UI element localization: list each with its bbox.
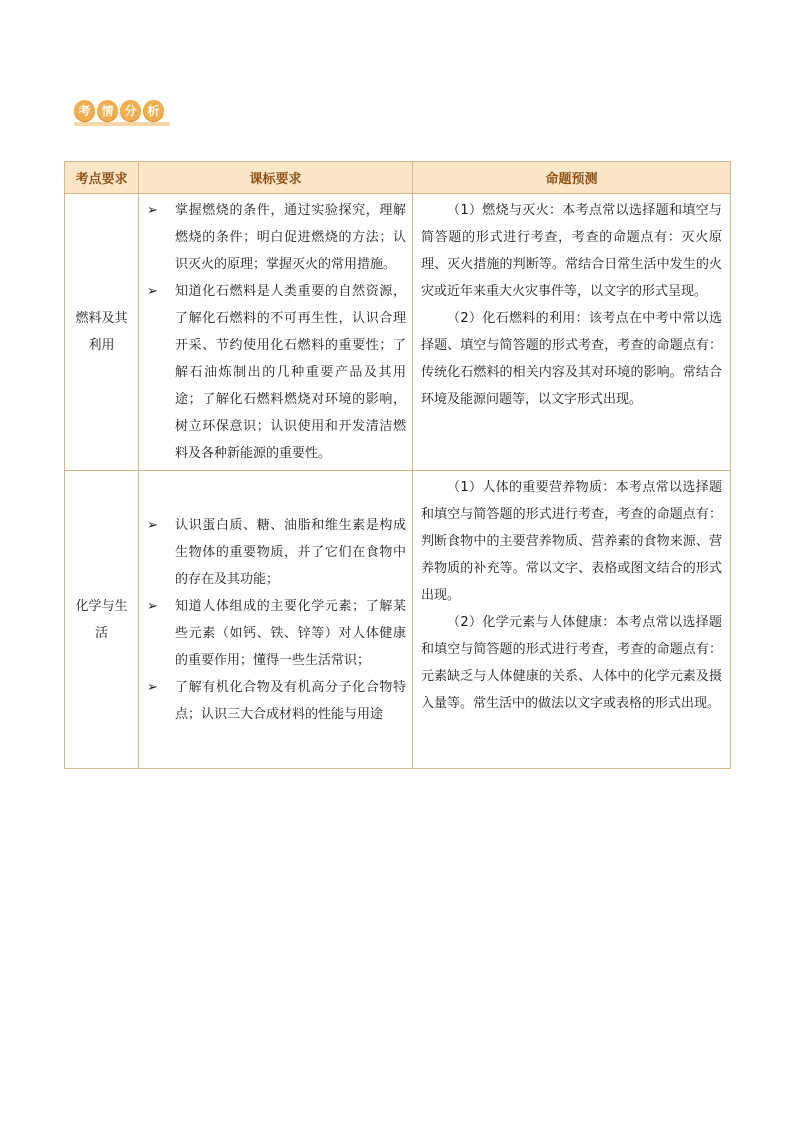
arrow-bullet-icon: ➢ — [147, 679, 158, 695]
prediction-paragraph: （1）燃烧与灭火：本考点常以选择题和填空与简答题的形式进行考查，考查的命题点有：灭火原理、灭火措施的判断等。常结合日常生活中发生的火灾或近年来重大火灾事件等，以文字的形式呈现。 — [421, 203, 722, 299]
prediction-cell — [413, 471, 731, 769]
requirement-text: 知道化石燃料是人类重要的自然资源，了解化石燃料的不可再生性，认识合理开采、节约使用化石燃料的重要性；了解石油炼制出的几种重要产品及其用途；了解化石燃料燃烧对环境的影响，树立环保意识；认识使用和开发清洁燃料及各种新能源的重要性。 — [175, 284, 406, 461]
prediction-paragraph: （2）化石燃料的利用：该考点在中考中常以选择题、填空与简答题的形式考查，考查的命题点有：传统化石燃料的相关内容及其对环境的影响。常结合环境及能源问题等，以文字形式出现。 — [421, 311, 722, 407]
topic-cell: 化学与生活 — [65, 471, 139, 769]
requirement-text: 掌握燃烧的条件，通过实验探究，理解燃烧的条件；明白促进燃烧的方法；认识灭火的原理；掌握灭火的常用措施。 — [175, 203, 406, 272]
requirement-text: 知道人体组成的主要化学元素；了解某些元素（如钙、铁、锌等）对人体健康的重要作用；懂得一些生活常识； — [175, 598, 406, 668]
table-row — [65, 194, 731, 471]
badge-char: 考 — [74, 100, 95, 121]
badge-char: 情 — [97, 100, 118, 121]
table-header-row — [65, 162, 731, 194]
requirements-cell — [139, 194, 413, 471]
arrow-bullet-icon: ➢ — [147, 598, 158, 614]
arrow-bullet-icon: ➢ — [147, 284, 158, 299]
header-exam-point: 考点要求 — [65, 162, 139, 194]
requirement-text: 认识蛋白质、糖、油脂和维生素是构成生物体的重要物质，并了它们在食物中的存在及其功能； — [175, 517, 406, 587]
prediction-cell — [413, 194, 731, 471]
prediction-paragraph: （2）化学元素与人体健康：本考点常以选择题和填空与简答题的形式进行考查，考查的命题点有：元素缺乏与人体健康的关系、人体中的化学元素及摄入量等。常生活中的做法以文字或表格的形式出现。 — [421, 615, 722, 711]
requirement-item — [143, 593, 406, 674]
header-curriculum: 课标要求 — [139, 162, 413, 194]
requirement-text: 了解有机化合物及有机高分子化合物特点；认识三大合成材料的性能与用途 — [175, 679, 406, 722]
topic-cell: 燃料及其利用 — [65, 194, 139, 471]
badge-underline — [74, 122, 170, 126]
requirement-item — [143, 512, 406, 593]
arrow-bullet-icon: ➢ — [147, 517, 158, 533]
badge-char: 分 — [120, 100, 141, 121]
analysis-table — [64, 161, 731, 769]
arrow-bullet-icon: ➢ — [147, 203, 158, 218]
badge-char: 析 — [143, 100, 164, 121]
section-badge — [74, 96, 166, 124]
requirement-item — [143, 197, 406, 278]
prediction-paragraph: （1）人体的重要营养物质：本考点常以选择题和填空与简答题的形式进行考查，考查的命题点有：判断食物中的主要营养物质、营养素的食物来源、营养物质的补充等。常以文字、表格或图文结合的形式出现。 — [421, 480, 722, 603]
requirement-item — [143, 278, 406, 467]
requirement-item — [143, 674, 406, 728]
table-row — [65, 471, 731, 769]
header-prediction: 命题预测 — [413, 162, 731, 194]
requirements-cell — [139, 471, 413, 769]
